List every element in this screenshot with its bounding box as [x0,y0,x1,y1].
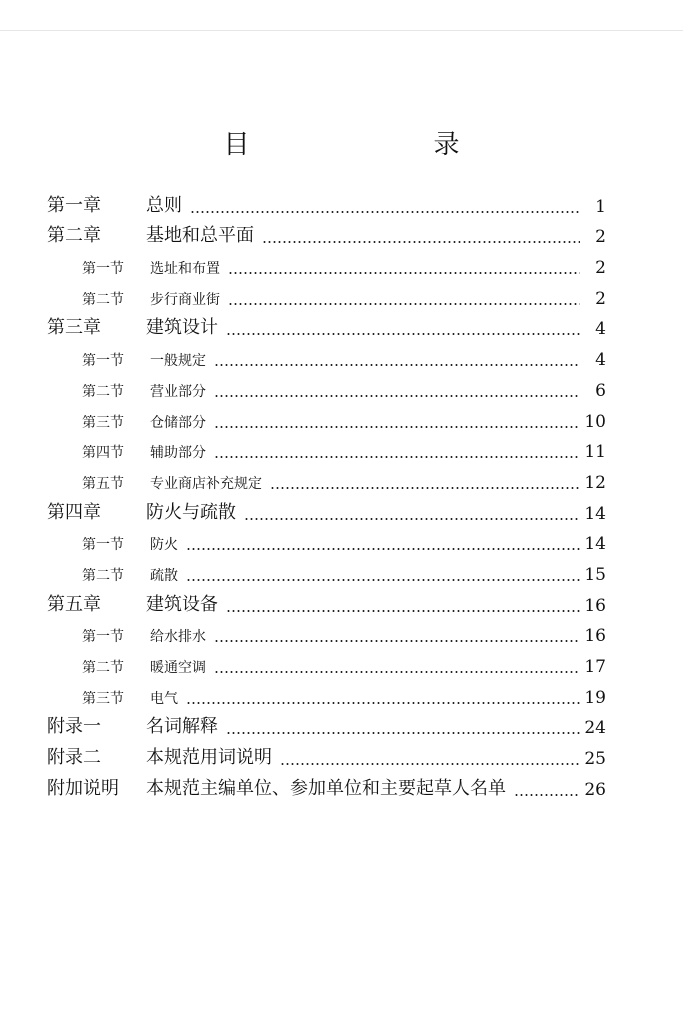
dot-leader [226,333,580,335]
toc-entry[interactable] [0,499,683,530]
toc-entry-label: 附加说明 [47,777,119,799]
toc-entry-title: 建筑设备 [146,593,218,615]
toc-entry[interactable] [0,622,683,653]
toc-entry-label: 第五节 [82,475,124,492]
toc-entry[interactable] [0,652,683,683]
toc-entry[interactable] [0,468,683,499]
toc-entry[interactable] [0,284,683,315]
toc-entry-label: 第五章 [47,593,101,615]
toc-entry[interactable] [0,376,683,407]
toc-entry-page: 2 [595,288,606,309]
toc-entry-label: 第一节 [82,629,124,646]
dot-leader [214,640,580,642]
toc-entry-label: 第三节 [82,690,124,707]
dot-leader [270,487,580,489]
toc-entry-title: 仓储部分 [150,414,206,431]
toc-entry-title: 专业商店补充规定 [150,475,262,492]
toc-entry-label: 附录一 [47,716,101,738]
toc-entry-page: 12 [584,472,606,493]
toc-entry-label: 第一节 [82,261,124,278]
toc-entry-page: 14 [584,503,606,524]
toc-entry-page: 4 [595,319,606,340]
toc-entry-label: 第二节 [82,383,124,400]
toc-entry-label: 第二节 [82,291,124,308]
toc-entry-title: 给水排水 [150,629,206,646]
toc-entry-page: 2 [595,258,606,279]
toc-entry-label: 第四章 [47,501,101,523]
page-title: 目 录 [223,130,504,160]
toc-entry-title: 防火与疏散 [146,501,236,523]
toc-entry-page: 2 [595,227,606,248]
toc-entry-page: 10 [584,411,606,432]
toc-entry-label: 第四节 [82,445,124,462]
toc-entry-title: 步行商业街 [150,291,220,308]
dot-leader [186,702,580,704]
toc-entry[interactable] [0,744,683,775]
toc-entry-label: 第三节 [82,414,124,431]
toc-entry[interactable] [0,253,683,284]
toc-entry-title: 辅助部分 [150,445,206,462]
toc-entry-page: 19 [584,687,606,708]
toc-entry-page: 4 [595,350,606,371]
toc-entry[interactable] [0,591,683,622]
toc-entry[interactable] [0,560,683,591]
toc-entry-title: 基地和总平面 [146,225,254,247]
toc-entry-title: 本规范主编单位、参加单位和主要起草人名单 [146,777,506,799]
toc-entry-page: 1 [595,196,606,217]
toc-entry-label: 第二章 [47,225,101,247]
top-rule [0,30,683,31]
dot-leader [214,671,580,673]
toc-entry[interactable] [0,530,683,561]
toc-entry-title: 总则 [146,194,182,216]
toc-entry[interactable] [0,775,683,806]
toc-entry-title: 选址和布置 [150,261,220,278]
dot-leader [186,579,580,581]
toc-entry[interactable] [0,345,683,376]
toc-entry-label: 第二节 [82,567,124,584]
toc-entry-label: 第一节 [82,537,124,554]
toc-entry-title: 疏散 [150,567,178,584]
dot-leader [262,241,580,243]
toc-entry-page: 16 [584,626,606,647]
toc-entry-title: 营业部分 [150,383,206,400]
dot-leader [226,732,580,734]
toc-entry-page: 25 [584,749,606,770]
toc-entry[interactable] [0,714,683,745]
dot-leader [514,794,580,796]
toc-entry[interactable] [0,223,683,254]
toc-entry-page: 14 [584,534,606,555]
toc-entry-label: 第一节 [82,353,124,370]
dot-leader [244,518,580,520]
toc-entry-title: 一般规定 [150,353,206,370]
toc-entry[interactable] [0,438,683,469]
toc-entry-page: 15 [584,564,606,585]
dot-leader [214,456,580,458]
dot-leader [226,610,580,612]
toc-entry-title: 名词解释 [146,716,218,738]
dot-leader [228,272,580,274]
toc-entry[interactable] [0,192,683,223]
toc-entry-title: 本规范用词说明 [146,747,272,769]
table-of-contents [0,192,683,806]
toc-entry-page: 26 [584,779,606,800]
toc-entry-page: 11 [584,442,606,463]
dot-leader [214,426,580,428]
dot-leader [228,303,580,305]
toc-entry-label: 第三章 [47,317,101,339]
toc-entry-title: 电气 [150,690,178,707]
dot-leader [280,763,580,765]
dot-leader [214,364,580,366]
toc-entry-page: 6 [595,380,606,401]
dot-leader [186,548,580,550]
toc-entry[interactable] [0,315,683,346]
dot-leader [190,211,580,213]
toc-entry-page: 16 [584,595,606,616]
toc-entry-page: 24 [584,718,606,739]
toc-entry-label: 附录二 [47,747,101,769]
toc-entry[interactable] [0,407,683,438]
toc-entry-title: 暖通空调 [150,660,206,676]
toc-entry-label: 第一章 [47,194,101,216]
toc-entry-label: 第二节 [82,660,124,676]
toc-entry-page: 17 [584,657,606,677]
toc-entry[interactable] [0,683,683,714]
dot-leader [214,395,580,397]
toc-entry-title: 建筑设计 [146,317,218,339]
toc-entry-title: 防火 [150,537,178,554]
